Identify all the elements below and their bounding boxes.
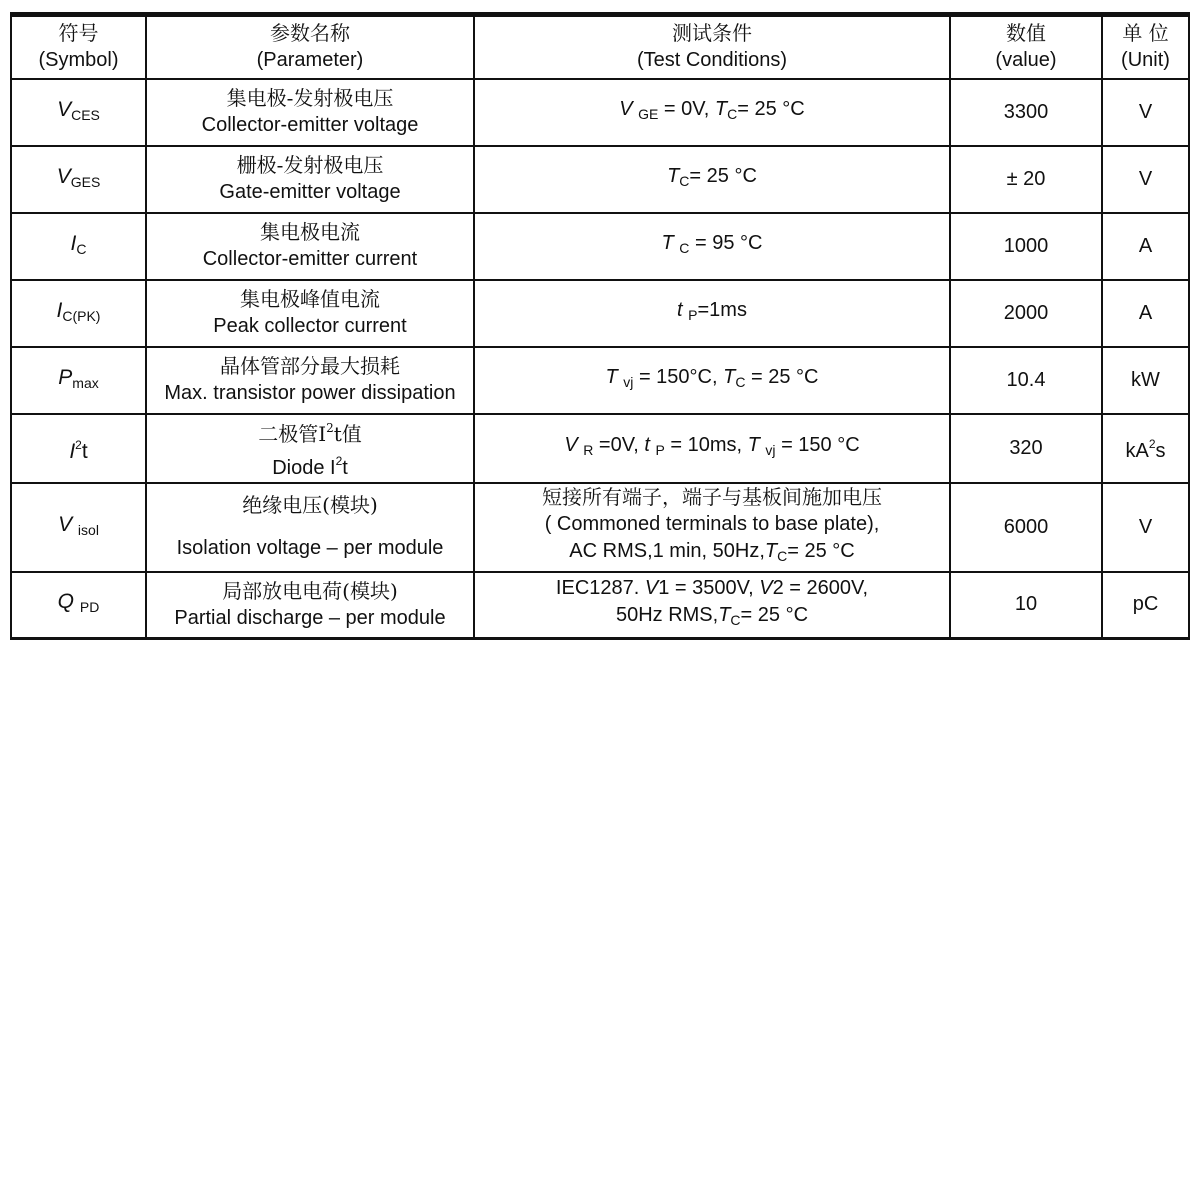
condition-cell	[474, 572, 950, 639]
cond-sub: GE	[638, 106, 659, 122]
table-row	[11, 280, 1189, 347]
cond-symbol: t	[644, 434, 650, 456]
parameter-cn: 栅极-发射极电压	[236, 153, 384, 177]
parameter-cn-part: t值	[333, 421, 362, 446]
symbol-cell	[11, 414, 146, 483]
cond-sub: vj	[765, 442, 776, 458]
cond-symbol: T	[661, 232, 674, 254]
value-cell: 1000	[950, 213, 1102, 280]
unit-cell: A	[1102, 213, 1189, 280]
value-cell: 320	[950, 414, 1102, 483]
symbol-sub: max	[72, 374, 99, 391]
unit-cell: V	[1102, 79, 1189, 146]
parameter-en-part: t	[342, 456, 348, 479]
cond-text: = 95 °C	[689, 232, 763, 254]
symbol-cell	[11, 347, 146, 414]
cond-text: 2 = 2600V,	[772, 577, 869, 600]
symbol-sub: C(PK)	[62, 307, 101, 324]
symbol-tail: t	[81, 439, 88, 463]
cond-sub: C	[777, 548, 788, 564]
cond-sub: C	[679, 240, 690, 256]
cond-line	[477, 538, 947, 570]
cond-text: 50Hz RMS,	[615, 604, 719, 627]
symbol-main: I	[56, 298, 63, 322]
cond-line	[477, 575, 947, 602]
cond-text: =1ms	[697, 299, 747, 321]
cond-sub: P	[655, 442, 665, 458]
symbol-sub: C	[76, 240, 87, 257]
cond-text: = 25 °C	[740, 604, 809, 627]
header-value-en: (value)	[995, 49, 1057, 72]
symbol-cell	[11, 79, 146, 146]
parameter-cn	[149, 415, 471, 448]
parameter-en-part: Diode I	[272, 456, 336, 479]
symbol-sub: GES	[70, 173, 101, 190]
unit-part: kA	[1125, 440, 1149, 462]
table-row	[11, 213, 1189, 280]
cond-symbol: T	[718, 604, 731, 627]
table-row	[11, 572, 1189, 639]
cond-symbol: T	[764, 540, 778, 562]
symbol-cell	[11, 572, 146, 639]
symbol-sub: isol	[77, 521, 99, 538]
parameter-en: Max. transistor power dissipation	[164, 382, 456, 404]
header-conditions-en: (Test Conditions)	[636, 49, 788, 72]
symbol-cell	[11, 213, 146, 280]
parameter-en: Partial discharge – per module	[174, 606, 446, 629]
symbol-cell	[11, 280, 146, 347]
condition-cell	[474, 146, 950, 213]
condition-cell	[474, 483, 950, 572]
parameter-cn: 局部放电电荷(模块)	[222, 578, 398, 603]
parameter-cell	[146, 347, 474, 414]
symbol-main: P	[58, 365, 73, 389]
cond-sub: C	[735, 374, 746, 390]
header-value	[950, 15, 1102, 79]
parameter-cell	[146, 146, 474, 213]
header-symbol-cn: 符号	[58, 21, 99, 46]
cond-sub: R	[583, 442, 594, 458]
header-unit-cn: 单 位	[1122, 21, 1169, 46]
cond-symbol: t	[677, 299, 683, 321]
symbol-cell	[11, 483, 146, 572]
cond-sub: C	[730, 612, 741, 629]
unit-sup: 2	[1148, 437, 1156, 451]
parameter-en: Peak collector current	[213, 315, 407, 337]
parameter-cell	[146, 483, 474, 572]
cond-symbol: V	[619, 98, 633, 120]
cond-symbol: V	[759, 577, 773, 600]
table-row	[11, 483, 1189, 572]
cond-text: =0V,	[593, 434, 645, 456]
cond-sub: vj	[623, 374, 634, 390]
unit-cell: kW	[1102, 347, 1189, 414]
parameter-cn: 绝缘电压(模块)	[242, 493, 378, 517]
unit-cell	[1102, 414, 1189, 483]
symbol-sub: PD	[79, 599, 100, 616]
parameter-cn: 集电极电流	[260, 220, 360, 244]
parameter-en: Collector-emitter voltage	[201, 114, 419, 136]
symbol-main: V	[56, 164, 71, 188]
cond-sub: C	[679, 173, 690, 189]
cond-text: = 25 °C	[689, 165, 757, 187]
ratings-table	[10, 12, 1190, 640]
cond-symbol: V	[644, 577, 659, 600]
cond-text: IEC1287.	[555, 577, 645, 600]
symbol-main: I	[69, 439, 76, 463]
cond-symbol: T	[605, 366, 618, 388]
header-unit-en: (Unit)	[1121, 49, 1170, 72]
cond-symbol: T	[747, 434, 760, 456]
value-cell: 6000	[950, 483, 1102, 572]
parameter-cn: 集电极-发射极电压	[226, 86, 394, 110]
value-cell: ± 20	[950, 146, 1102, 213]
cond-symbol: T	[667, 165, 680, 187]
cond-line	[477, 602, 947, 634]
header-conditions	[474, 15, 950, 79]
table-row	[11, 414, 1189, 483]
table-row	[11, 347, 1189, 414]
parameter-cell	[146, 280, 474, 347]
cond-line: ( Commoned terminals to base plate),	[544, 513, 880, 535]
cond-text: = 25 °C	[745, 366, 819, 388]
header-parameter-en: (Parameter)	[256, 49, 364, 72]
unit-cell: pC	[1102, 572, 1189, 639]
cond-text: = 150 °C	[775, 434, 860, 456]
header-conditions-cn: 测试条件	[672, 21, 752, 46]
condition-cell	[474, 280, 950, 347]
cond-symbol: T	[723, 366, 736, 388]
condition-cell	[474, 213, 950, 280]
cond-text: 1 = 3500V,	[658, 577, 760, 600]
header-parameter	[146, 15, 474, 79]
table-row	[11, 146, 1189, 213]
parameter-en: Gate-emitter voltage	[219, 181, 401, 203]
cond-text: = 25 °C	[787, 540, 855, 562]
condition-cell	[474, 79, 950, 146]
cond-symbol: T	[714, 98, 728, 120]
condition-cell	[474, 414, 950, 483]
cond-text: = 25 °C	[737, 98, 805, 120]
cond-line-cn: 短接所有端子，端子与基板间施加电压	[542, 485, 882, 509]
condition-cell	[474, 347, 950, 414]
parameter-cell	[146, 572, 474, 639]
parameter-en: Collector-emitter current	[202, 248, 418, 270]
header-unit	[1102, 15, 1189, 79]
parameter-en	[149, 448, 471, 482]
header-symbol-en: (Symbol)	[38, 49, 119, 72]
value-cell: 3300	[950, 79, 1102, 146]
symbol-main: V	[57, 97, 72, 121]
symbol-main: Q	[57, 590, 75, 614]
unit-cell: V	[1102, 146, 1189, 213]
header-value-cn: 数值	[1006, 21, 1046, 46]
value-cell: 2000	[950, 280, 1102, 347]
parameter-cn: 晶体管部分最大损耗	[220, 354, 400, 378]
cond-symbol: V	[564, 434, 578, 456]
parameter-cn: 集电极峰值电流	[240, 287, 380, 311]
unit-part: s	[1155, 440, 1166, 462]
value-cell: 10	[950, 572, 1102, 639]
parameter-cell	[146, 213, 474, 280]
symbol-cell	[11, 146, 146, 213]
parameter-cell	[146, 414, 474, 483]
parameter-cell	[146, 79, 474, 146]
cond-sub: P	[688, 307, 698, 323]
cond-text: = 150°C,	[633, 366, 724, 388]
value-cell: 10.4	[950, 347, 1102, 414]
cond-sub: C	[727, 106, 738, 122]
unit-cell: A	[1102, 280, 1189, 347]
header-symbol	[11, 15, 146, 79]
symbol-sub: CES	[71, 106, 100, 123]
symbol-main: V	[58, 512, 73, 536]
header-parameter-cn: 参数名称	[270, 21, 350, 46]
symbol-main: I	[70, 231, 77, 255]
parameter-cn-part: 二极管I	[258, 421, 327, 446]
cond-text: AC RMS,1 min, 50Hz,	[569, 540, 765, 562]
table-row	[11, 79, 1189, 146]
header-row	[11, 15, 1189, 79]
symbol-sup: 2	[75, 437, 82, 452]
unit-cell: V	[1102, 483, 1189, 572]
cond-text: = 0V,	[658, 98, 715, 120]
cond-text: = 10ms,	[664, 434, 748, 456]
parameter-cn-sup: 2	[326, 420, 334, 435]
parameter-en: Isolation voltage – per module	[176, 537, 444, 559]
parameter-en-sup: 2	[335, 453, 343, 468]
